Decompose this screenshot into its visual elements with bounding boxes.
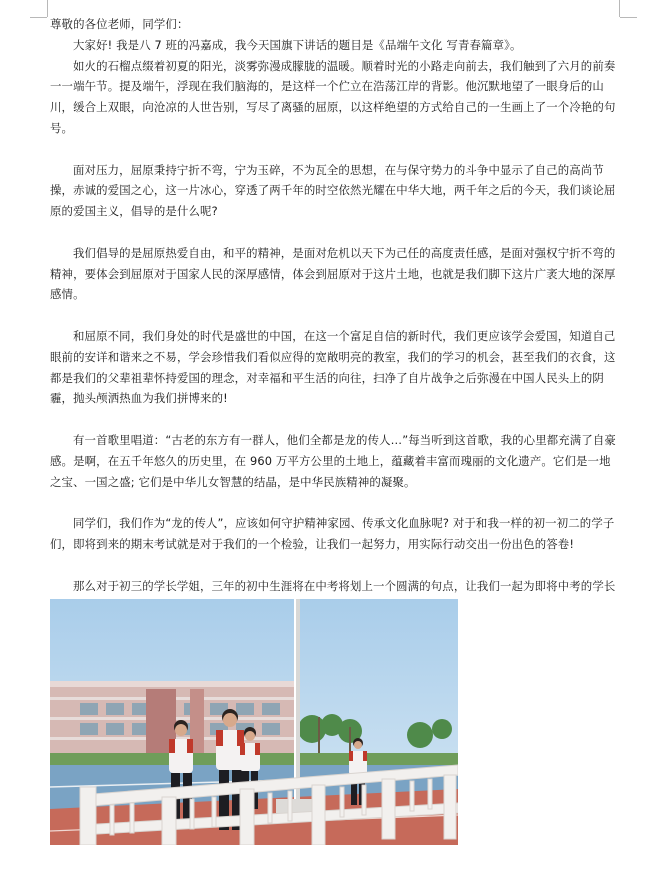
- paragraph: 如火的石榴点缀着初夏的阳光，淡雾弥漫成朦胧的温暖。顺着时光的小路走向前去，我们触到了六月的前奏一一端午节。提及端午，浮现在我们脑海的，是这样一个伫立在浩荡江岸的背影。他沉默地望了一眼身后的山川，缓合上双眼，向沧凉的人世告别，写尽了离骚的屈原，以这样绝望的方式给自己的一生画上了一个冷艳的句号。: [50, 58, 616, 135]
- greeting: 尊敬的各位老师，同学们：: [50, 17, 189, 31]
- crop-mark-top-left-v: [47, 0, 48, 17]
- crop-mark-top-right-h: [620, 17, 637, 18]
- paragraph: 同学们，我们作为“龙的传人”，应该如何守护精神家园、传承文化血脉呢? 对于和我一样的初一初二的学子们，即将到来的期末考试就是对于我们的一个检验，让我们一起努力，用实际行动交出一份出色的答卷!: [50, 516, 615, 551]
- paragraph-intro: 大家好! 我是八 7 班的冯嘉成，我今天国旗下讲话的题目是《品端午文化 写青春篇章》。: [73, 37, 522, 52]
- blank-line: [50, 305, 620, 326]
- speech-document: [50, 14, 620, 617]
- blank-line: [50, 222, 620, 243]
- paragraph: 面对压力，屈原秉持宁折不弯，宁为玉碎，不为瓦全的思想，在与保守势力的斗争中显示了自己的高尚节操，赤诚的爱国之心，这一片冰心，穿透了两千年的时空依然光耀在中华大地，两千年之后的今天，我们谈论屈原的爱国主义，倡导的是什么呢?: [50, 162, 616, 219]
- blank-line: [50, 409, 620, 430]
- blank-line: [50, 555, 620, 576]
- ceremony-photo: [50, 599, 458, 845]
- paragraph: 我们倡导的是屈原热爱自由，和平的精神，是面对危机以天下为己任的高度责任感，是面对强权宁折不弯的精神，要体会到屈原对于国家人民的深厚感情，体会到屈原对于这片土地，也就是我们脚下这片广袤大地的深厚感情。: [50, 245, 616, 302]
- paragraph: 和屈原不同，我们身处的时代是盛世的中国，在这一个富足自信的新时代，我们更应该学会爱国，知道自己眼前的安详和谐来之不易，学会珍惜我们看似应得的宽敞明亮的教室，我们的学习的机会，甚至我们的衣食，这都是我们的父辈祖辈怀持爱国的理念，对幸福和平生活的向往，扫净了自片战争之后弥漫在中国人民头上的阴霾，抛头颅洒热血为我们拼博来的!: [50, 328, 616, 406]
- blank-line: [50, 139, 620, 160]
- blank-line: [50, 492, 620, 513]
- crop-mark-top-left-h: [30, 17, 47, 18]
- paragraph: 有一首歌里唱道：“古老的东方有一群人，他们全都是龙的传人…”每当听到这首歌，我的心里都充满了自豪感。是啊，在五千年悠久的历史里，在 960 万平方公里的土地上，蕴藏着丰富而瑰丽的文化遗产。它们是一地之宝、一国之盛; 它们是中华儿女智慧的结晶，是中华民族精神的凝聚。: [50, 432, 616, 489]
- paragraph-closing: 那么对于初三的学长学姐，三年的初中生涯将在中考将划上一个圆满的句点，让我们一起为即将中考的学长: [73, 578, 616, 593]
